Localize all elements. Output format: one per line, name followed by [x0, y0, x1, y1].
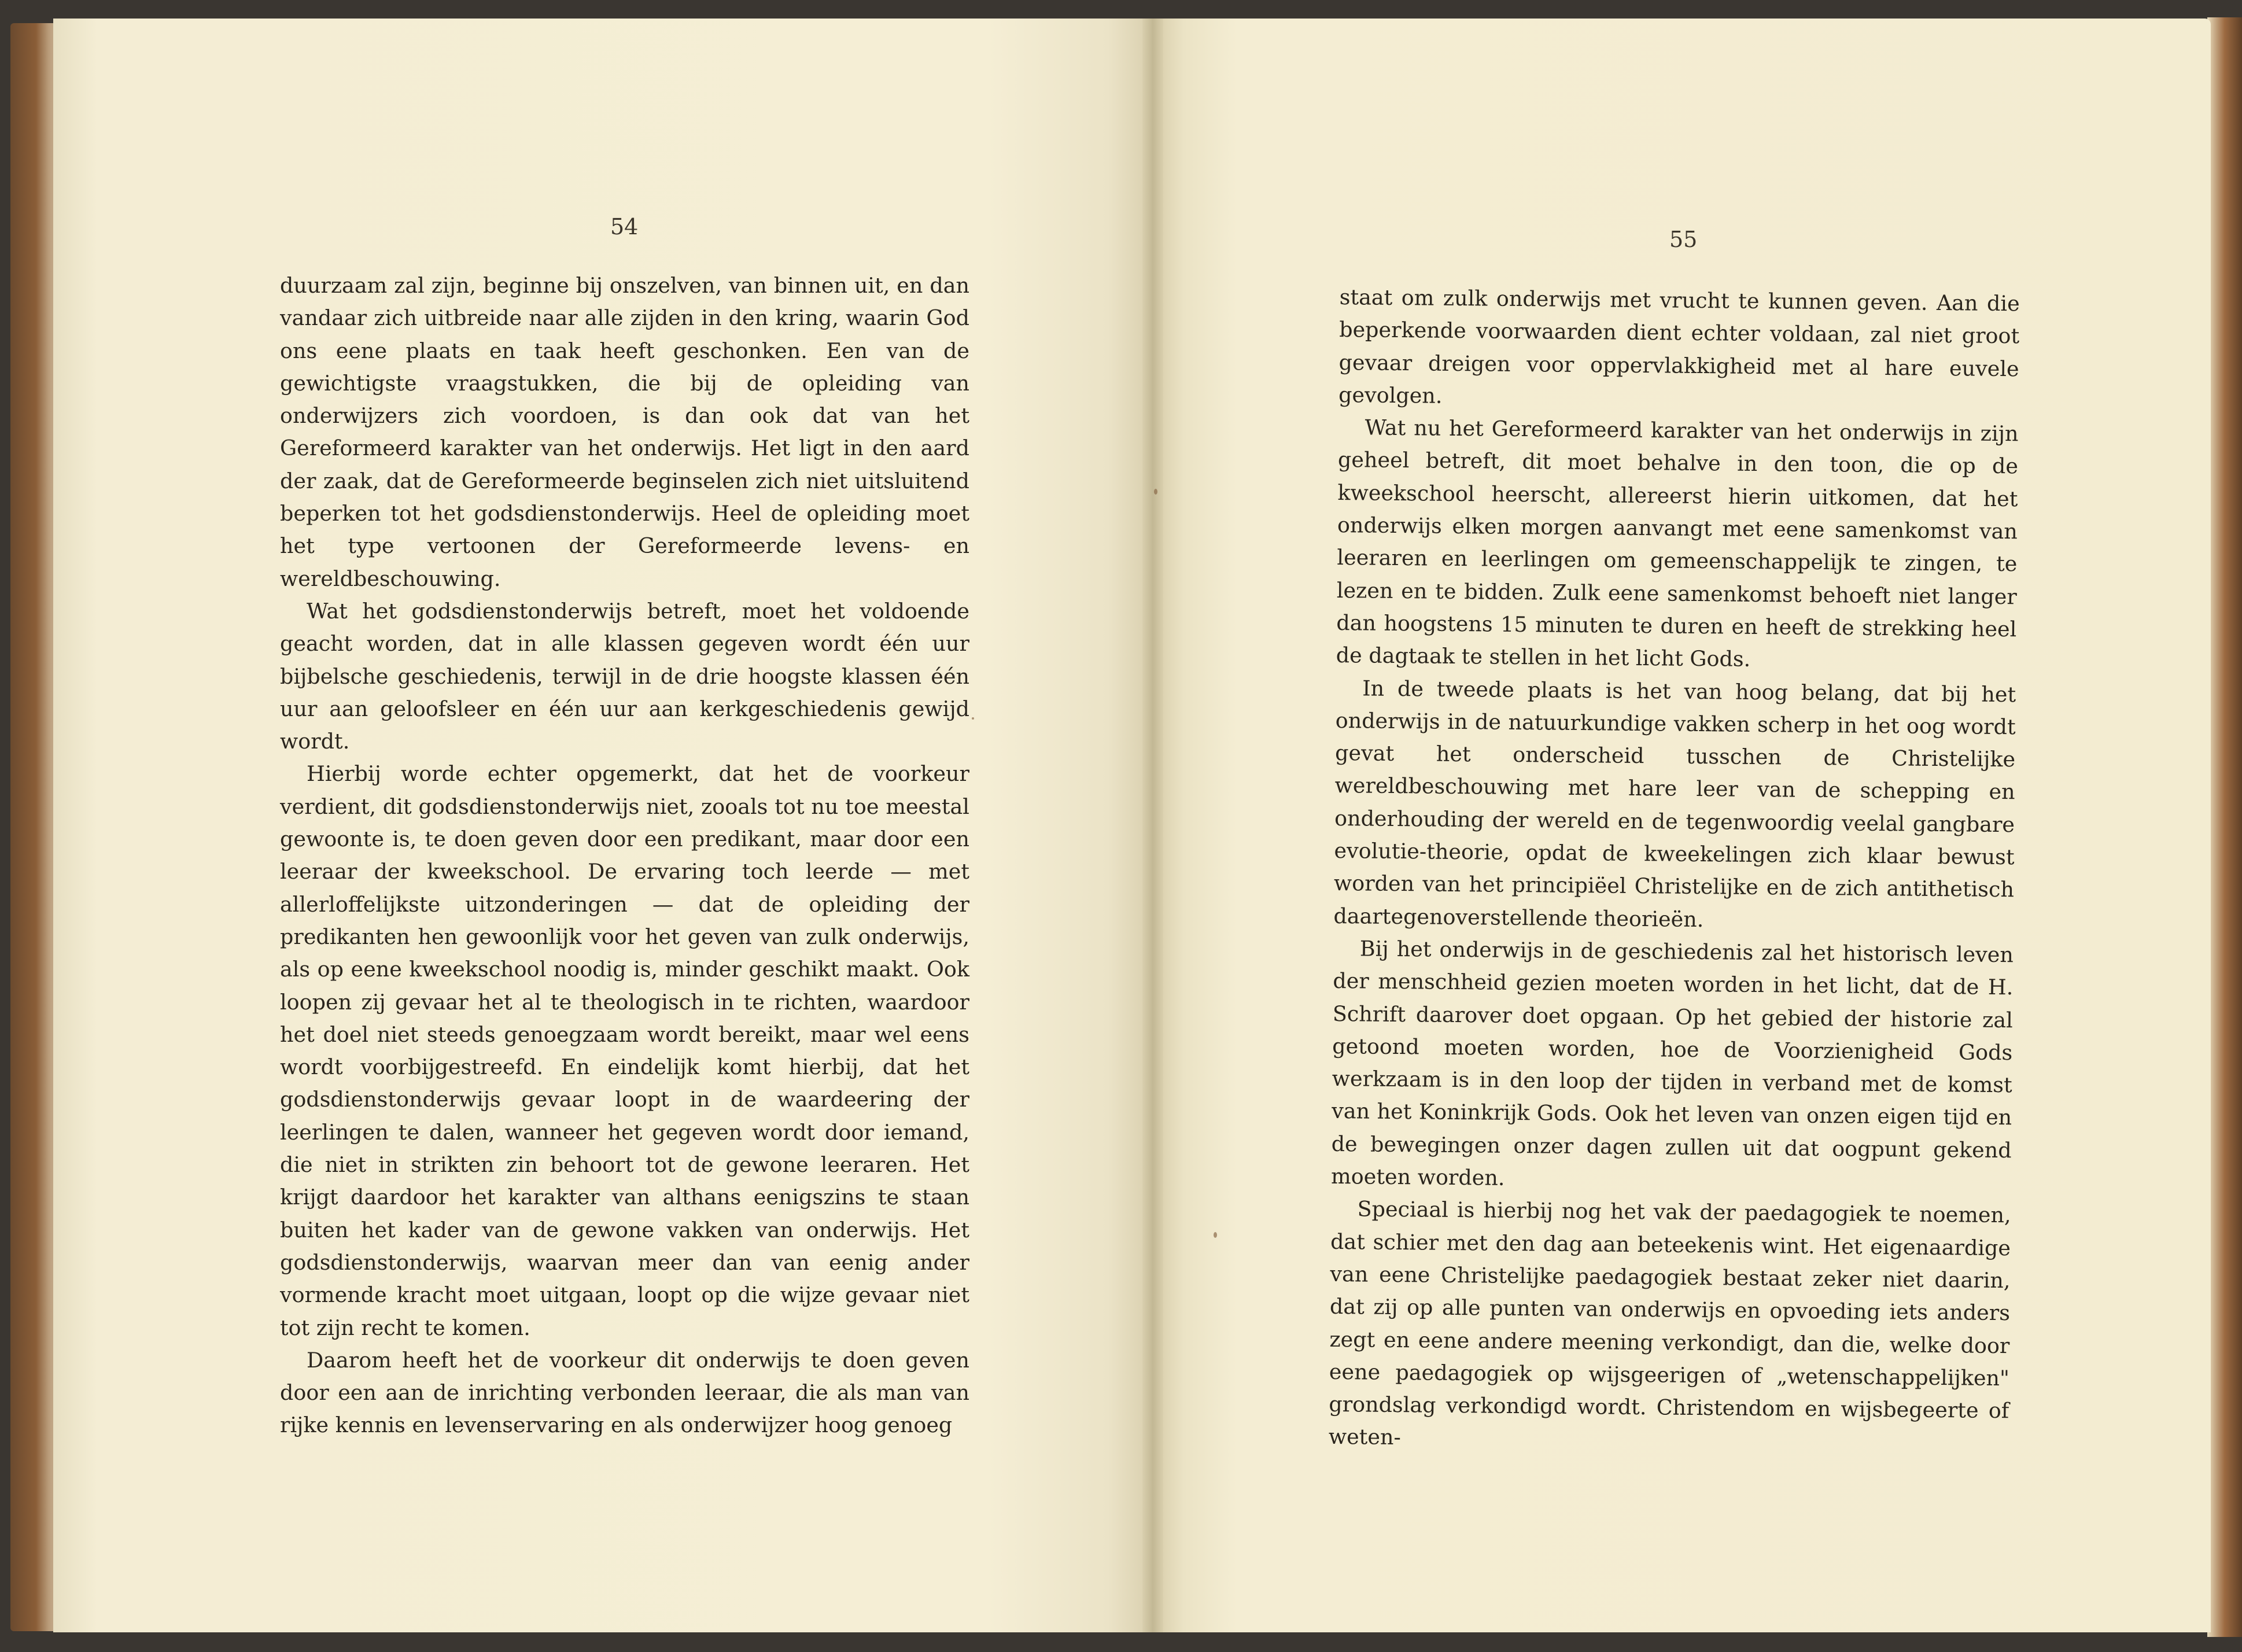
paragraph: Wat nu het Gereformeerd karakter van het onderwijs in zijn geheel betreft, dit moet behalve in den toon, die op de kweekschool heerscht, allereerst hierin uitkomen, dat het onderwijs elken morgen aanvangt met eene samenkomst van leeraren en leerlingen om gemeenschappelijk te zingen, te lezen en te bidden. Zulk eene samenkomst behoeft niet langer dan hoogstens 15 minuten te duren en heeft de strekking heel de dagtaak te stellen in het licht Gods.	[1336, 415, 2019, 672]
paragraph: Wat het godsdienstonderwijs betreft, moet het voldoende geacht worden, dat in alle klassen gegeven wordt één uur bijbelsche geschiedenis, terwijl in de drie hoogste klassen één uur aan geloofsleer en één uur aan kerkgeschiedenis gewijd wordt.	[280, 598, 969, 754]
paragraph: In de tweede plaats is het van hoog belang, dat bij het onderwijs in de natuurkundige vakken scherp in het oog wordt gevat het onderscheid tusschen de Christelijke wereldbeschouwing met hare leer van de schepping en onderhouding der wereld en de tegenwoordig veelal gangbare evolutie-theorie, opdat de kweekelingen zich klaar bewust worden van het principiëel Christelijke en de zich antithetisch daartegenoverstellende theorieën.	[1333, 675, 2016, 932]
book-edge-right	[2207, 17, 2242, 1637]
paragraph: Speciaal is hierbij nog het vak der paedagogiek te noemen, dat schier met den dag aan beteekenis wint. Het eigenaardige van eene Christelijke paedagogiek bestaat zeker niet daarin, dat zij op alle punten van onderwijs en opvoeding iets anders zegt en eene andere meening verkondigt, dan die, welke door eene paedagogiek op wijsgeerigen of „wetenschappelijken" grondslag verkondigd wordt. Christendom en wijsbegeerte of weten-	[1328, 1196, 2011, 1450]
right-page-number: 55	[1669, 227, 1698, 252]
paragraph: Daarom heeft het de voorkeur dit onderwijs te doen geven door een aan de inrichting verbonden leeraar, die als man van rijke kennis en levenservaring en als onderwijzer hoog genoeg	[280, 1347, 969, 1438]
paper-speck	[1154, 489, 1157, 495]
paragraph: Bij het onderwijs in de geschiedenis zal het historisch leven der menschheid gezien moeten worden in het licht, dat de H. Schrift daarover doet opgaan. Op het gebied der historie zal getoond moeten worden, hoe de Voorzienigheid Gods werkzaam is in den loop der tijden in verband met de komst van het Koninkrijk Gods. Ook het leven van onzen eigen tijd en de bewegingen onzer dagen zullen uit dat oogpunt gekend moeten worden.	[1330, 936, 2014, 1190]
right-page-text	[1329, 281, 2020, 1460]
paragraph: staat om zulk onderwijs met vrucht te kunnen geven. Aan die beperkende voorwaarden dient echter voldaan, zal niet groot gevaar dreigen voor oppervlakkigheid met al hare euvele gevolgen.	[1338, 284, 2020, 408]
paper-speck	[1214, 1232, 1217, 1238]
paragraph: Hierbij worde echter opgemerkt, dat het de voorkeur verdient, dit godsdienstonderwijs niet, zooals tot nu toe meestal gewoonte is, te doen geven door een predikant, maar door een leeraar der kweekschool. De ervaring toch leerde — met allerloffelijkste uitzonderingen — dat de opleiding der predikanten hen gewoonlijk voor het geven van zulk onderwijs, als op eene kweekschool noodig is, minder geschikt maakt. Ook loopen zij gevaar het al te theologisch in te richten, waardoor het doel niet steeds genoegzaam wordt bereikt, maar wel eens wordt voorbijgestreefd. En eindelijk komt hierbij, dat het godsdienstonderwijs gevaar loopt in de waardeering der leerlingen te dalen, wanneer het gegeven wordt door iemand, die niet in strikten zin behoort tot de gewone leeraren. Het krijgt daardoor het karakter van althans eenigszins te staan buiten het kader van de gewone vakken van onderwijs. Het godsdienstonderwijs, waarvan meer dan van eenig ander vormende kracht moet uitgaan, loopt op die wijze gevaar niet tot zijn recht te komen.	[280, 761, 969, 1340]
paragraph: duurzaam zal zijn, beginne bij onszelven, van binnen uit, en dan vandaar zich uitbreide naar alle zijden in den kring, waarin God ons eene plaats en taak heeft geschonken. Een van de gewichtigste vraagstukken, die bij de opleiding van onderwijzers zich voordoen, is dan ook dat van het Gereformeerd karakter van het onderwijs. Het ligt in den aard der zaak, dat de Gereformeerde beginselen zich niet uitsluitend beperken tot het godsdienstonderwijs. Heel de opleiding moet het type vertoonen der Gereformeerde levens- en wereldbeschouwing.	[280, 273, 969, 591]
paper-speck	[972, 717, 974, 720]
left-page-number: 54	[610, 214, 639, 239]
book-gutter	[1142, 19, 1163, 1632]
left-page-text	[280, 270, 969, 1442]
